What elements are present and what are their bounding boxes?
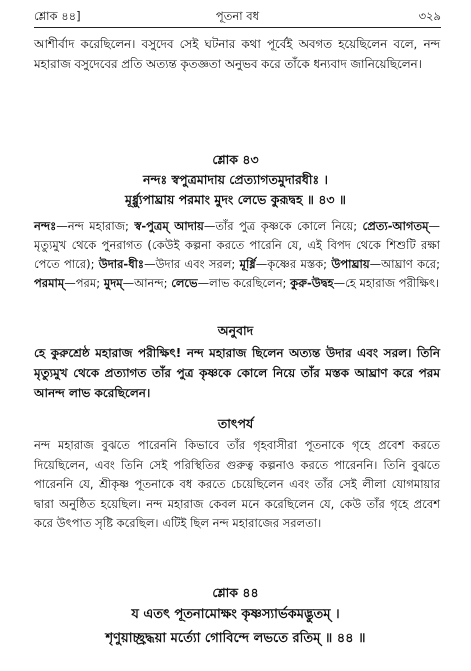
synonym-meaning: —মৃত্যুমুখ থেকে পুনরাগত (কেউই কল্পনা করতে পারেনি যে, এই বিপদ থেকে শিশুটি রক্ষা পেতে পারে); bbox=[34, 219, 440, 271]
header-chapter-title: পূতনা বধ bbox=[215, 9, 260, 23]
header-verse-ref: শ্লোক ৪৪] bbox=[34, 9, 81, 23]
verse-43-heading: শ্লোক ৪৩ bbox=[212, 152, 259, 167]
verse-44-heading: শ্লোক ৪৪ bbox=[212, 585, 259, 600]
synonym-meaning: —তাঁর পুত্র কৃষ্ণকে কোলে নিয়ে; bbox=[203, 219, 363, 233]
synonym-meaning: —লাভ করেছিলেন; bbox=[197, 276, 291, 290]
translation-text: হে কুরুশ্রেষ্ঠ মহারাজ পরীক্ষিৎ! নন্দ মহারাজ ছিলেন অত্যন্ত উদার এবং সরল। তিনি মৃত্যুমুখ থেকে প্রত্যাগত তাঁর পুত্র কৃষ্ণকে কোলে নিয়ে তাঁর মস্তক আঘ্রাণ করে পরম আনন্দ লাভ করেছিলেন। bbox=[34, 346, 440, 400]
translation-heading: অনুবাদ bbox=[217, 323, 254, 338]
verse-43-line-1: নন্দঃ স্বপুত্রমাদায় প্রেত্যাগতমুদারধীঃ । bbox=[143, 172, 328, 187]
synonym-term: উপাঘ্রায় bbox=[331, 257, 370, 271]
synonym-term: প্রেত্য-আগতম্ bbox=[362, 219, 429, 233]
verse-44-line-1: য এতৎ পূতনামোক্ষং কৃষ্ণস্যার্ভকমদ্ভুতম্ । bbox=[131, 607, 340, 622]
synonym-term: স্ব-পুত্রম্ bbox=[134, 219, 169, 233]
synonym-meaning: —আঘ্রাণ করে; bbox=[369, 257, 441, 271]
synonym-term: মূর্ধ্নি bbox=[239, 257, 256, 271]
synonym-meaning: —আনন্দ; bbox=[122, 276, 172, 290]
synonym-term: মুদম্ bbox=[103, 276, 123, 290]
synonym-term: নন্দঃ bbox=[34, 219, 57, 233]
verse-43-line-2: মূর্ধ্ন্যুপাঘ্রায় পরমাং মুদং লেভে কুরূদ্বহ ॥ ৪৩ ॥ bbox=[125, 192, 346, 207]
synonym-meaning: —পরম; bbox=[64, 276, 104, 290]
verse-44-line-2: শৃণুয়াচ্ছ্রদ্ধয়া মর্ত্যো গোবিন্দে লভতে রতিম্ ॥ ৪৪ ॥ bbox=[105, 631, 366, 646]
synonym-term: কুরু-উদ্বহ bbox=[290, 276, 334, 290]
header-page-number: ৩২৯ bbox=[418, 9, 441, 23]
purport-text: নন্দ মহারাজ বুঝতে পারেননি কিভাবে তাঁর গৃহবাসীরা পূতনাকে গৃহে প্রবেশ করতে দিয়েছিলেন, এবং তিনি সেই পরিস্থিতির গুরুত্ব কল্পনাও করতে পারেননি। তিনি বুঝতে পারেননি যে, শ্রীকৃষ্ণ পূতনাকে বধ করতে চেয়েছিলেন এবং তাঁর সেই লীলা যোগমায়ার দ্বারা অনুষ্ঠিত হয়েছিল। নন্দ মহারাজ কেবল মনে করেছিলেন যে, কেউ তাঁর গৃহে প্রবেশ করে উৎপাত সৃষ্টি করেছিল। এটিই ছিল নন্দ মহারাজের সরলতা। bbox=[34, 438, 440, 530]
running-header bbox=[34, 8, 441, 26]
intro-paragraph: আশীর্বাদ করেছিলেন। বসুদেব সেই ঘটনার কথা পূর্বেই অবগত হয়েছিলেন বলে, নন্দ মহারাজ বসুদেবের প্রতি অত্যন্ত কৃতজ্ঞতা অনুভব করে তাঁকে ধন্যবাদ জানিয়েছিলেন। bbox=[34, 37, 440, 71]
synonym-term: উদার-ধীঃ bbox=[98, 257, 145, 271]
synonym-meaning: —নন্দ মহারাজ; bbox=[56, 219, 135, 233]
synonym-term: আদায় bbox=[174, 219, 204, 233]
purport-heading: তাৎপর্য bbox=[217, 416, 254, 431]
synonym-term: পরমাম্ bbox=[34, 276, 65, 290]
synonym-term: লেভে bbox=[171, 276, 198, 290]
synonyms-block bbox=[34, 217, 440, 293]
header-rule bbox=[34, 27, 441, 28]
synonym-meaning: —উদার এবং সরল; bbox=[144, 257, 240, 271]
synonym-meaning: —কৃষ্ণের মস্তক; bbox=[255, 257, 332, 271]
synonym-meaning: —হে মহারাজ পরীক্ষিৎ। bbox=[333, 276, 440, 290]
